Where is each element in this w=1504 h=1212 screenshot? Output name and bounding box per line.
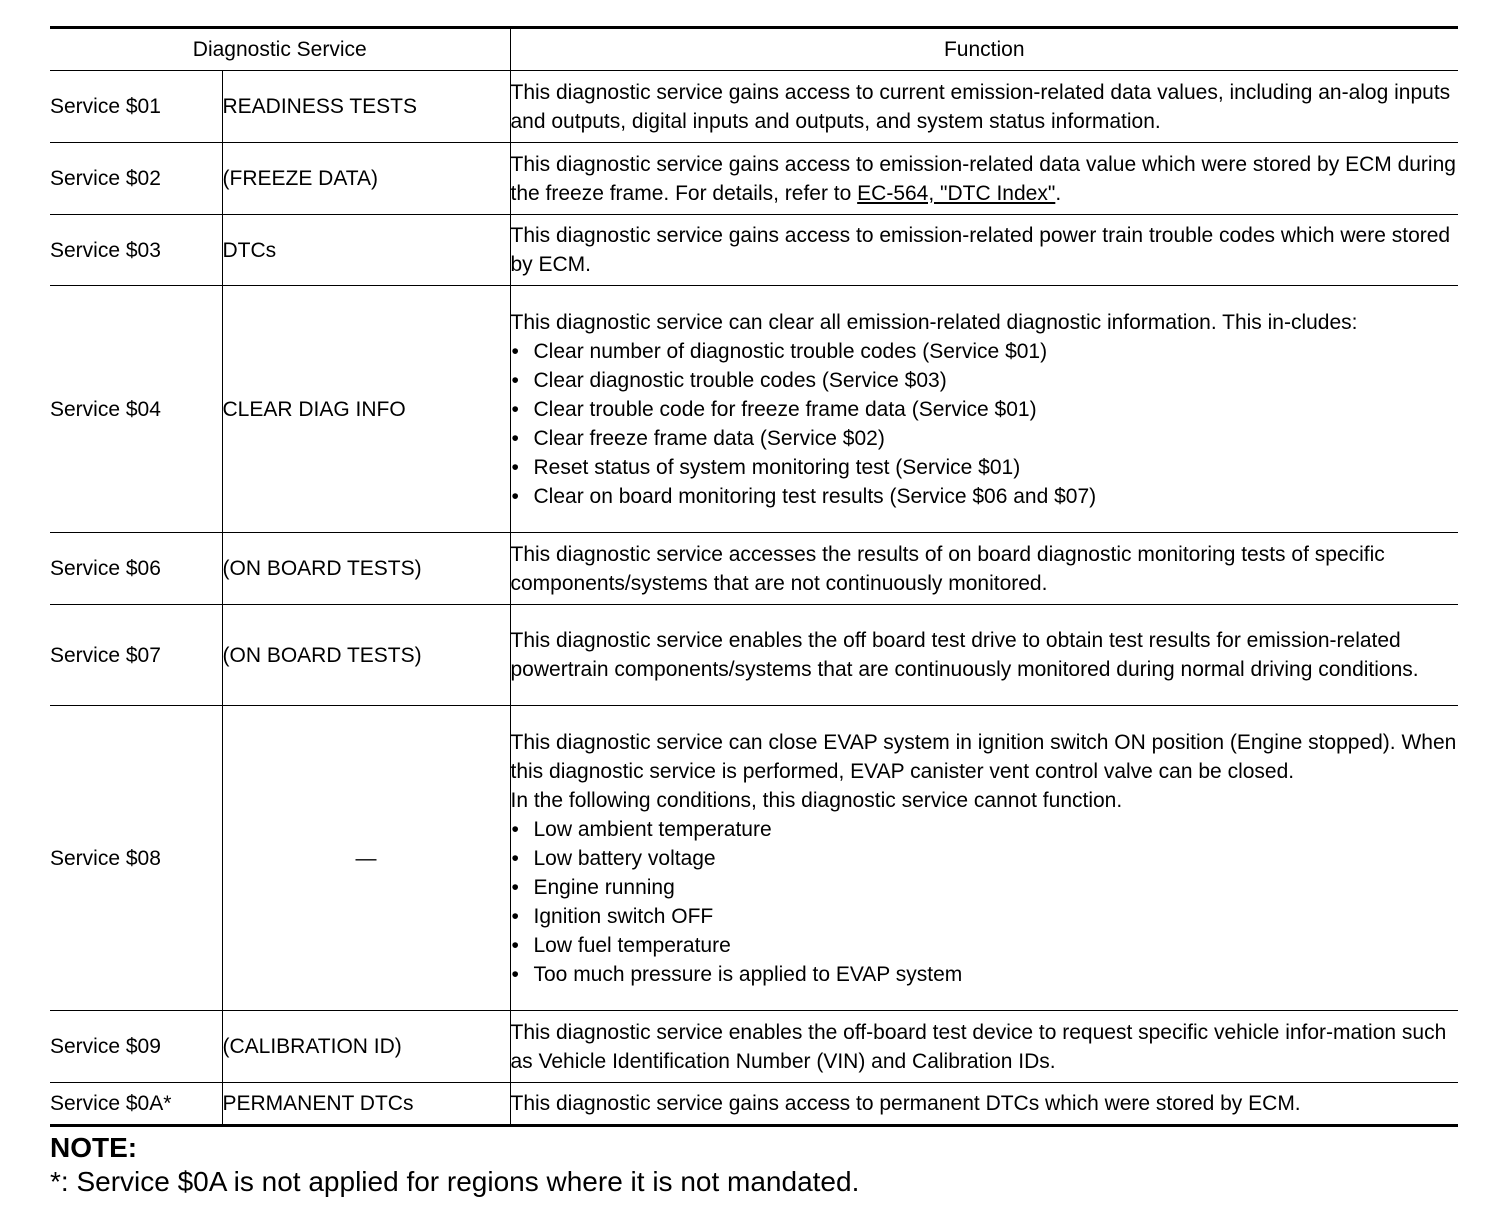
bullet-icon: • [511,933,519,957]
service-code: Service $09 [50,1011,222,1083]
service-code: Service $01 [50,71,222,143]
note-text: *: Service $0A is not applied for regions where it is not mandated. [50,1166,860,1197]
table-row [50,143,1458,215]
note-section [50,1131,1458,1199]
bullet-list [511,815,1459,989]
list-item: • Engine running [511,873,1459,902]
table-row [50,286,1458,533]
service-name: DTCs [222,215,510,286]
function-text-main: This diagnostic service gains access to emission-related data value which were stored by ECM during the freeze frame. For details, refer to [510,152,1456,205]
service-name: (ON BOARD TESTS) [222,605,510,706]
service-function [510,71,1458,143]
bullet-icon: • [511,962,519,986]
list-item: • Low ambient temperature [511,815,1459,844]
service-code: Service $03 [50,215,222,286]
table-row [50,706,1458,1011]
table-row [50,215,1458,286]
list-item: • Clear number of diagnostic trouble codes (Service $01) [511,337,1459,366]
service-function [510,286,1458,533]
table-row [50,1011,1458,1083]
function-text-end: . [1055,181,1062,205]
dtc-index-link[interactable]: EC-564, "DTC Index" [857,181,1056,205]
bullet-icon: • [511,368,519,392]
function-text: This diagnostic service enables the off board test drive to obtain test results for emission-related powertrain components/systems that are continuously monitored during normal driving conditions. [510,629,1419,681]
bullet-list [511,337,1459,511]
service-name: (ON BOARD TESTS) [222,533,510,605]
diagnostic-service-table [50,26,1458,1127]
service-function [510,215,1458,286]
service-name: READINESS TESTS [222,71,510,143]
list-item: • Clear on board monitoring test results (Service $06 and $07) [511,482,1459,511]
service-name: PERMANENT DTCs [222,1083,510,1126]
function-text: This diagnostic service gains access to emission-related power train trouble codes which were stored by ECM. [510,224,1451,276]
bullet-icon: • [511,455,519,479]
function-text: This diagnostic service gains access to permanent DTCs which were stored by ECM. [510,1092,1301,1115]
function-text: This diagnostic service can close EVAP system in ignition switch ON position (Engine stopped). When this diagnostic service is performed, EVAP canister vent control valve can be closed. [510,730,1457,783]
list-item: • Reset status of system monitoring test (Service $01) [511,453,1459,482]
list-item: • Low battery voltage [511,844,1459,873]
bullet-icon: • [511,846,519,870]
document [50,26,1458,1199]
service-name: CLEAR DIAG INFO [222,286,510,533]
function-text [511,150,1459,208]
header-function: Function [510,28,1458,71]
service-code: Service $06 [50,533,222,605]
service-function [510,533,1458,605]
service-name: — [222,706,510,1011]
service-code: Service $07 [50,605,222,706]
table-row [50,71,1458,143]
service-name: (FREEZE DATA) [222,143,510,215]
bullet-icon: • [511,339,519,363]
function-text: This diagnostic service accesses the results of on board diagnostic monitoring tests of specific components/systems that are not continuously monitored. [510,542,1385,595]
list-item: • Clear trouble code for freeze frame data (Service $01) [511,395,1459,424]
bullet-icon: • [511,875,519,899]
bullet-icon: • [511,484,519,508]
service-code: Service $08 [50,706,222,1011]
bullet-icon: • [511,817,519,841]
bullet-icon: • [511,397,519,421]
service-function [510,1011,1458,1083]
list-item: • Clear diagnostic trouble codes (Service $03) [511,366,1459,395]
service-function [510,605,1458,706]
service-code: Service $04 [50,286,222,533]
table-row [50,605,1458,706]
list-item: • Clear freeze frame data (Service $02) [511,424,1459,453]
service-function [510,143,1458,215]
function-text: This diagnostic service enables the off-board test device to request specific vehicle infor-mation such as Vehicle Identification Number (VIN) and Calibration IDs. [510,1020,1447,1073]
table-header-row [50,28,1458,71]
function-text: This diagnostic service can clear all emission-related diagnostic information. This in-cludes: [510,310,1358,334]
note-title: NOTE: [50,1132,138,1163]
list-item: • Ignition switch OFF [511,902,1459,931]
function-text: This diagnostic service gains access to current emission-related data values, including an-alog inputs and outputs, digital inputs and outputs, and system status information. [510,80,1451,133]
list-item: • Low fuel temperature [511,931,1459,960]
header-diagnostic-service: Diagnostic Service [50,28,510,71]
list-item: • Too much pressure is applied to EVAP system [511,960,1459,989]
service-code: Service $0A* [50,1083,222,1126]
table-row [50,1083,1458,1126]
bullet-icon: • [511,904,519,928]
service-code: Service $02 [50,143,222,215]
service-name: (CALIBRATION ID) [222,1011,510,1083]
service-function [510,1083,1458,1126]
function-text-conditions: In the following conditions, this diagnostic service cannot function. [510,788,1123,812]
table-row [50,533,1458,605]
bullet-icon: • [511,426,519,450]
service-function [510,706,1458,1011]
